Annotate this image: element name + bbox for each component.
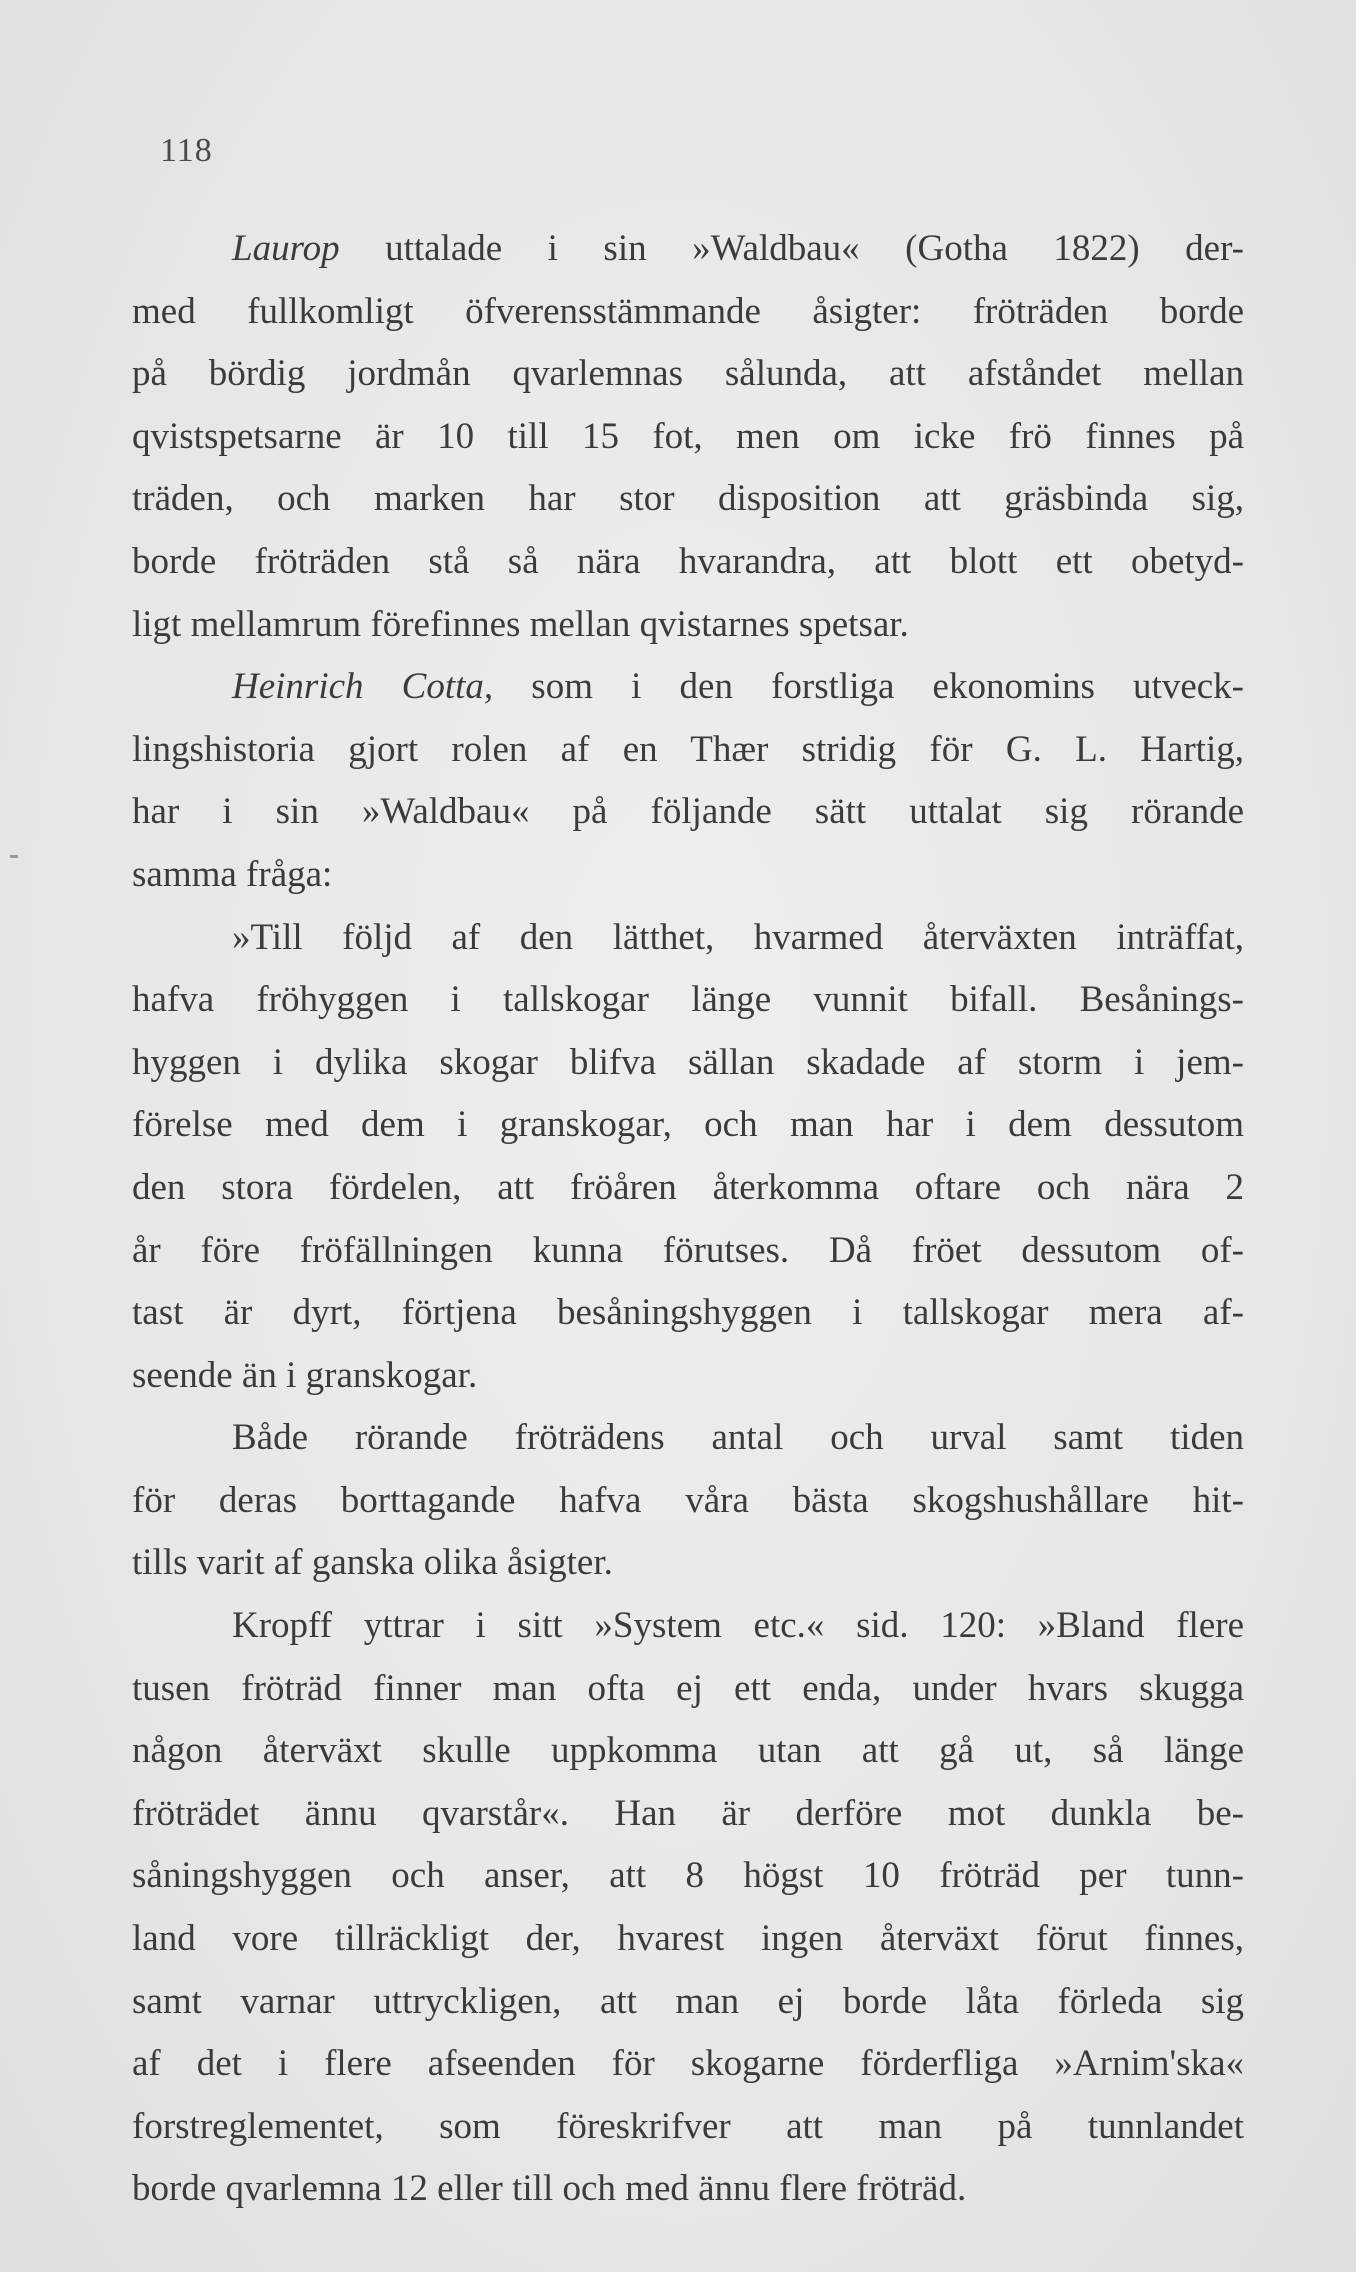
line-text: såningshyggen och anser, att 8 högst 10 fröträd per tunn- bbox=[132, 1855, 1244, 1897]
text-line bbox=[132, 656, 1244, 719]
line-text: land vore tillräckligt der, hvarest ingen återväxt förut finnes, bbox=[132, 1918, 1244, 1960]
text-line bbox=[132, 1658, 1244, 1721]
text-line bbox=[132, 1220, 1244, 1283]
text-line bbox=[132, 1908, 1244, 1971]
text-line bbox=[132, 281, 1244, 344]
line-text: borde qvarlemna 12 eller till och med ännu flere fröträd. bbox=[132, 2168, 967, 2210]
line-text: lingshistoria gjort rolen af en Thær stridig för G. L. Hartig, bbox=[132, 728, 1244, 770]
text-line bbox=[132, 1282, 1244, 1345]
text-line bbox=[132, 969, 1244, 1032]
line-text: borde fröträden stå så nära hvarandra, att blott ett obetyd- bbox=[132, 540, 1244, 582]
line-text: ligt mellamrum förefinnes mellan qvistarnes spetsar. bbox=[132, 603, 909, 645]
text-line bbox=[132, 406, 1244, 469]
text-line bbox=[132, 1783, 1244, 1846]
line-text: förelse med dem i granskogar, och man har i dem dessutom bbox=[132, 1104, 1244, 1146]
body-text bbox=[132, 218, 1244, 2221]
text-line bbox=[132, 468, 1244, 531]
text-line bbox=[132, 1470, 1244, 1533]
line-text: samt varnar uttryckligen, att man ej borde låta förleda sig bbox=[132, 1980, 1244, 2022]
line-text: år före fröfällningen kunna förutses. Då fröet dessutom of- bbox=[132, 1229, 1244, 1271]
line-text: Både rörande fröträdens antal och urval samt tiden bbox=[232, 1417, 1244, 1459]
text-line bbox=[132, 1345, 1244, 1408]
line-text: med fullkomligt öfverensstämmande åsigter: fröträden borde bbox=[132, 290, 1244, 332]
text-line bbox=[132, 1845, 1244, 1908]
italic-name: Laurop bbox=[232, 228, 340, 269]
line-text: för deras borttagande hafva våra bästa skogshushållare hit- bbox=[132, 1479, 1244, 1521]
text-line bbox=[132, 343, 1244, 406]
margin-mark bbox=[10, 855, 18, 858]
text-line bbox=[132, 531, 1244, 594]
line-text: som i den forstliga ekonomins utveck- bbox=[493, 666, 1244, 708]
line-text: seende än i granskogar. bbox=[132, 1354, 478, 1396]
text-line bbox=[132, 1094, 1244, 1157]
line-text: hyggen i dylika skogar blifva sällan skadade af storm i jem- bbox=[132, 1041, 1244, 1083]
text-line bbox=[132, 781, 1244, 844]
line-text: forstreglementet, som föreskrifver att man på tunnlandet bbox=[132, 2105, 1244, 2147]
text-line bbox=[132, 2158, 1244, 2221]
line-text: fröträdet ännu qvarstår«. Han är derföre mot dunkla be- bbox=[132, 1792, 1244, 1834]
text-line bbox=[132, 1032, 1244, 1095]
page-number: 118 bbox=[160, 132, 213, 169]
line-text: tills varit af ganska olika åsigter. bbox=[132, 1542, 613, 1584]
line-text: hafva fröhyggen i tallskogar länge vunnit bifall. Besånings- bbox=[132, 979, 1244, 1021]
text-line bbox=[132, 1407, 1244, 1470]
line-text: har i sin »Waldbau« på följande sätt uttalat sig rörande bbox=[132, 791, 1244, 833]
line-text: »Till följd af den lätthet, hvarmed återväxten inträffat, bbox=[232, 916, 1244, 958]
line-text: någon återväxt skulle uppkomma utan att gå ut, så länge bbox=[132, 1730, 1244, 1772]
text-line bbox=[132, 1971, 1244, 2034]
line-text: tast är dyrt, förtjena besåningshyggen i tallskogar mera af- bbox=[132, 1292, 1244, 1334]
line-text: uttalade i sin »Waldbau« (Gotha 1822) der- bbox=[339, 228, 1244, 269]
line-text: Kropff yttrar i sitt »System etc.« sid. 120: »Bland flere bbox=[232, 1605, 1244, 1647]
text-line bbox=[132, 2096, 1244, 2159]
line-text: af det i flere afseenden för skogarne förderfliga »Arnim'ska« bbox=[132, 2043, 1244, 2085]
text-line bbox=[132, 594, 1244, 657]
italic-name: Heinrich Cotta, bbox=[232, 666, 494, 708]
text-line bbox=[132, 1157, 1244, 1220]
text-line bbox=[132, 2033, 1244, 2096]
text-line bbox=[132, 719, 1244, 782]
text-line bbox=[132, 218, 1244, 281]
line-text: träden, och marken har stor disposition att gräsbinda sig, bbox=[132, 478, 1244, 520]
text-line bbox=[132, 844, 1244, 907]
line-text: qvistspetsarne är 10 till 15 fot, men om icke frö finnes på bbox=[132, 415, 1244, 457]
line-text: på bördig jordmån qvarlemnas sålunda, att afståndet mellan bbox=[132, 353, 1244, 395]
line-text: den stora fördelen, att fröåren återkomma oftare och nära 2 bbox=[132, 1166, 1244, 1208]
text-line bbox=[132, 1595, 1244, 1658]
line-text: samma fråga: bbox=[132, 853, 333, 895]
text-line bbox=[132, 1532, 1244, 1595]
text-line bbox=[132, 907, 1244, 970]
line-text: tusen fröträd finner man ofta ej ett enda, under hvars skugga bbox=[132, 1667, 1244, 1709]
text-line bbox=[132, 1720, 1244, 1783]
